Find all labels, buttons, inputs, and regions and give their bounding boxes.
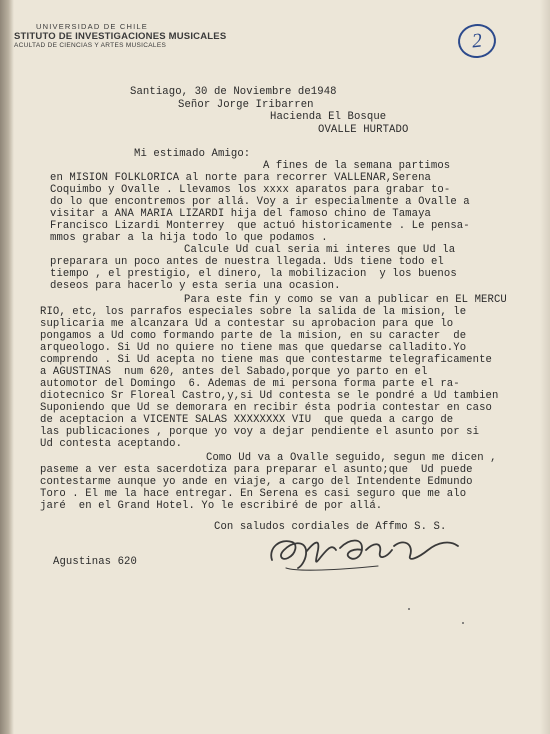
- body-line: comprendo . Si Ud acepta no tiene mas que contestarme telegraficamente: [40, 354, 493, 366]
- body-line: tiempo , el prestigio, el dinero, la mobilizacion y los buenos: [50, 268, 457, 280]
- closing: Con saludos cordiales de Affmo S. S.: [214, 521, 447, 533]
- body-line: preparara un poco antes de nuestra llegada. Uds tiene todo el: [50, 256, 444, 268]
- body-line: Francisco Lizardi Monterrey que actuó historicamente . Le pensa-: [50, 220, 470, 232]
- body-line: Calcule Ud cual seria mi interes que Ud la: [184, 244, 456, 256]
- body-line: RIO, etc, los parrafos especiales sobre la salida de la mision, le: [40, 306, 467, 318]
- body-line: diotecnico Sr Floreal Castro,y,si Ud contesta se le pondré a Ud tambien: [40, 390, 499, 402]
- recipient-line: Señor Jorge Iribarren: [178, 99, 314, 111]
- body-line: las publicaciones , porque yo voy a dejar pendiente el asunto por si: [40, 426, 480, 438]
- body-line: A fines de la semana partimos: [263, 160, 451, 172]
- body-line: paseme a ver esta sacerdotiza para preparar el asunto;que Ud puede: [40, 464, 473, 476]
- body-line: Como Ud va a Ovalle seguido, segun me dicen ,: [206, 452, 497, 464]
- body-line: visitar a ANA MARIA LIZARDI hija del famoso chino de Tamaya: [50, 208, 431, 220]
- handwritten-signature: [258, 528, 468, 578]
- return-address: Agustinas 620: [53, 556, 137, 568]
- paper-speck: [408, 608, 410, 610]
- body-line: en MISION FOLKLORICA al norte para recorrer VALLENAR,Serena: [50, 172, 431, 184]
- body-line: Coquimbo y Ovalle . Llevamos los xxxx aparatos para grabar to-: [50, 184, 451, 196]
- body-line: deseos para hacerlo y esta seria una ocasion.: [50, 280, 341, 292]
- greeting: Mi estimado Amigo:: [134, 148, 251, 160]
- page-edge: [540, 0, 550, 734]
- body-line: do lo que encontremos por allá. Voy a ir especialmente a Ovalle a: [50, 196, 470, 208]
- recipient-line: OVALLE HURTADO: [318, 124, 409, 136]
- body-line: suplicaria me alcanzara Ud a contestar su aprobacion para que lo: [40, 318, 454, 330]
- body-line: automotor del Domingo 6. Ademas de mi persona forma parte el ra-: [40, 378, 460, 390]
- place-date: Santiago, 30 de Noviembre de1948: [130, 86, 337, 98]
- letterhead-university: UNIVERSIDAD DE CHILE: [36, 22, 148, 31]
- body-line: a AGUSTINAS num 620, antes del Sabado,porque yo parto en el: [40, 366, 428, 378]
- body-line: pongamos a Ud como formando parte de la mision, en su caracter de: [40, 330, 467, 342]
- recipient-line: Hacienda El Bosque: [270, 111, 387, 123]
- body-line: Suponiendo que Ud se demorara en recibir ésta podria contestar en caso: [40, 402, 493, 414]
- letterhead: [14, 22, 254, 50]
- body-line: Toro . El me la hace entregar. En Serena es casi seguro que me alo: [40, 488, 467, 500]
- letterhead-faculty: ACULTAD DE CIENCIAS Y ARTES MUSICALES: [14, 42, 167, 50]
- letterhead-institute: STITUTO DE INVESTIGACIONES MUSICALES: [14, 31, 227, 42]
- page-number-circled: 2: [456, 22, 497, 60]
- paper-speck: [462, 622, 464, 624]
- body-line: Para este fin y como se van a publicar en EL MERCU: [184, 294, 507, 306]
- body-line: jaré en el Grand Hotel. Yo le escribiré de por allá.: [40, 500, 383, 512]
- body-line: de aceptacion a VICENTE SALAS XXXXXXXX VIU que queda a cargo de: [40, 414, 454, 426]
- body-line: Ud contesta aceptando.: [40, 438, 183, 450]
- body-line: contestarme aunque yo ande en viaje, a cargo del Intendente Edmundo: [40, 476, 473, 488]
- page-binding-shadow: [0, 0, 14, 734]
- body-line: mmos grabar a la hija todo lo que podamos .: [50, 232, 328, 244]
- body-line: arqueologo. Si Ud no quiere no tiene mas que quedarse calladito.Yo: [40, 342, 467, 354]
